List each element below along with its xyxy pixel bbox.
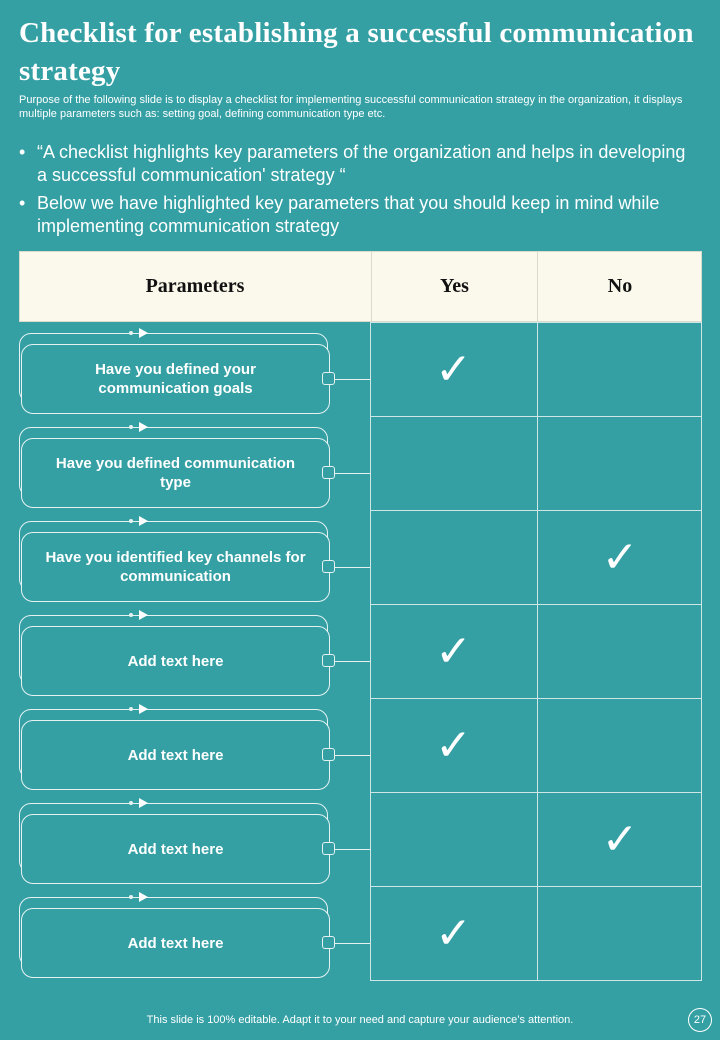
yes-cell <box>371 323 536 417</box>
parameter-label: Add text here <box>21 908 330 978</box>
arrow-right-icon <box>139 798 148 808</box>
connector-line <box>330 755 370 756</box>
parameter-label: Add text here <box>21 720 330 790</box>
parameter-box <box>19 512 371 606</box>
connector-node-icon <box>322 560 335 573</box>
connector-node-icon <box>322 654 335 667</box>
bullet-dot-icon: • <box>19 142 26 162</box>
yes-cell <box>371 887 536 981</box>
table-header <box>19 251 702 322</box>
yes-cell <box>371 511 536 605</box>
bullet-text: “A checklist highlights key parameters of the organization and helps in developing a successful communication' strategy “ <box>37 142 686 185</box>
arrow-right-icon <box>139 892 148 902</box>
connector-node-icon <box>322 466 335 479</box>
checkmark-icon: ✓ <box>435 344 472 395</box>
connector-line <box>330 473 370 474</box>
checklist-grid <box>370 322 702 981</box>
header-parameters: Parameters <box>145 275 245 297</box>
connector-line <box>330 567 370 568</box>
table-row <box>371 416 701 510</box>
parameter-box <box>19 324 371 418</box>
checkmark-icon: ✓ <box>435 626 472 677</box>
table-row <box>371 604 701 698</box>
table-row <box>371 698 701 792</box>
no-cell <box>537 793 702 887</box>
connector-node-icon <box>322 936 335 949</box>
connector-node-icon <box>322 372 335 385</box>
header-no: No <box>537 252 702 321</box>
table-row <box>371 322 701 416</box>
table-row <box>371 510 701 604</box>
footer-note: This slide is 100% editable. Adapt it to your need and capture your audience’s attention. <box>146 1014 574 1026</box>
parameter-box <box>19 700 371 794</box>
connector-line <box>330 943 370 944</box>
checkmark-icon: ✓ <box>601 532 639 583</box>
table-row <box>371 886 701 980</box>
arrow-right-icon <box>139 328 148 338</box>
parameter-label: Have you defined communication type <box>21 438 330 508</box>
page-number: 27 <box>688 1008 712 1032</box>
connector-node-icon <box>322 748 335 761</box>
yes-cell <box>371 605 536 699</box>
page-title: Checklist for establishing a successful communication strategy <box>19 17 694 87</box>
bullet-item <box>19 192 699 238</box>
parameter-box <box>19 794 371 888</box>
bullet-dot-icon: • <box>19 193 26 213</box>
page-subtitle: Purpose of the following slide is to display a checklist for implementing successful communication strategy in the organization, it displays multiple parameters such as: setting goal, defining communication type etc. <box>19 94 683 120</box>
yes-cell <box>371 699 536 793</box>
checkmark-icon: ✓ <box>435 720 472 771</box>
bullet-text: Below we have highlighted key parameters that you should keep in mind while implementing communication strategy <box>37 193 660 236</box>
no-cell <box>537 323 702 417</box>
connector-node-icon <box>322 842 335 855</box>
table-row <box>371 792 701 886</box>
arrow-right-icon <box>139 516 148 526</box>
yes-cell <box>371 417 536 511</box>
parameter-box <box>19 606 371 700</box>
parameter-box <box>19 418 371 512</box>
parameter-label: Add text here <box>21 814 330 884</box>
arrow-right-icon <box>139 422 148 432</box>
connector-line <box>330 379 370 380</box>
parameter-label: Have you identified key channels for communication <box>21 532 330 602</box>
no-cell <box>537 699 702 793</box>
arrow-right-icon <box>139 704 148 714</box>
parameter-label: Add text here <box>21 626 330 696</box>
no-cell <box>537 511 702 605</box>
checkmark-icon: ✓ <box>601 814 639 865</box>
connector-line <box>330 849 370 850</box>
yes-cell <box>371 793 536 887</box>
parameter-label: Have you defined your communication goals <box>21 344 330 414</box>
no-cell <box>537 417 702 511</box>
parameter-box <box>19 888 371 982</box>
bullet-item <box>19 141 699 187</box>
no-cell <box>537 887 702 981</box>
bullet-list <box>19 141 699 243</box>
connector-line <box>330 661 370 662</box>
header-yes: Yes <box>371 252 537 321</box>
checkmark-icon: ✓ <box>435 908 472 959</box>
no-cell <box>537 605 702 699</box>
arrow-right-icon <box>139 610 148 620</box>
